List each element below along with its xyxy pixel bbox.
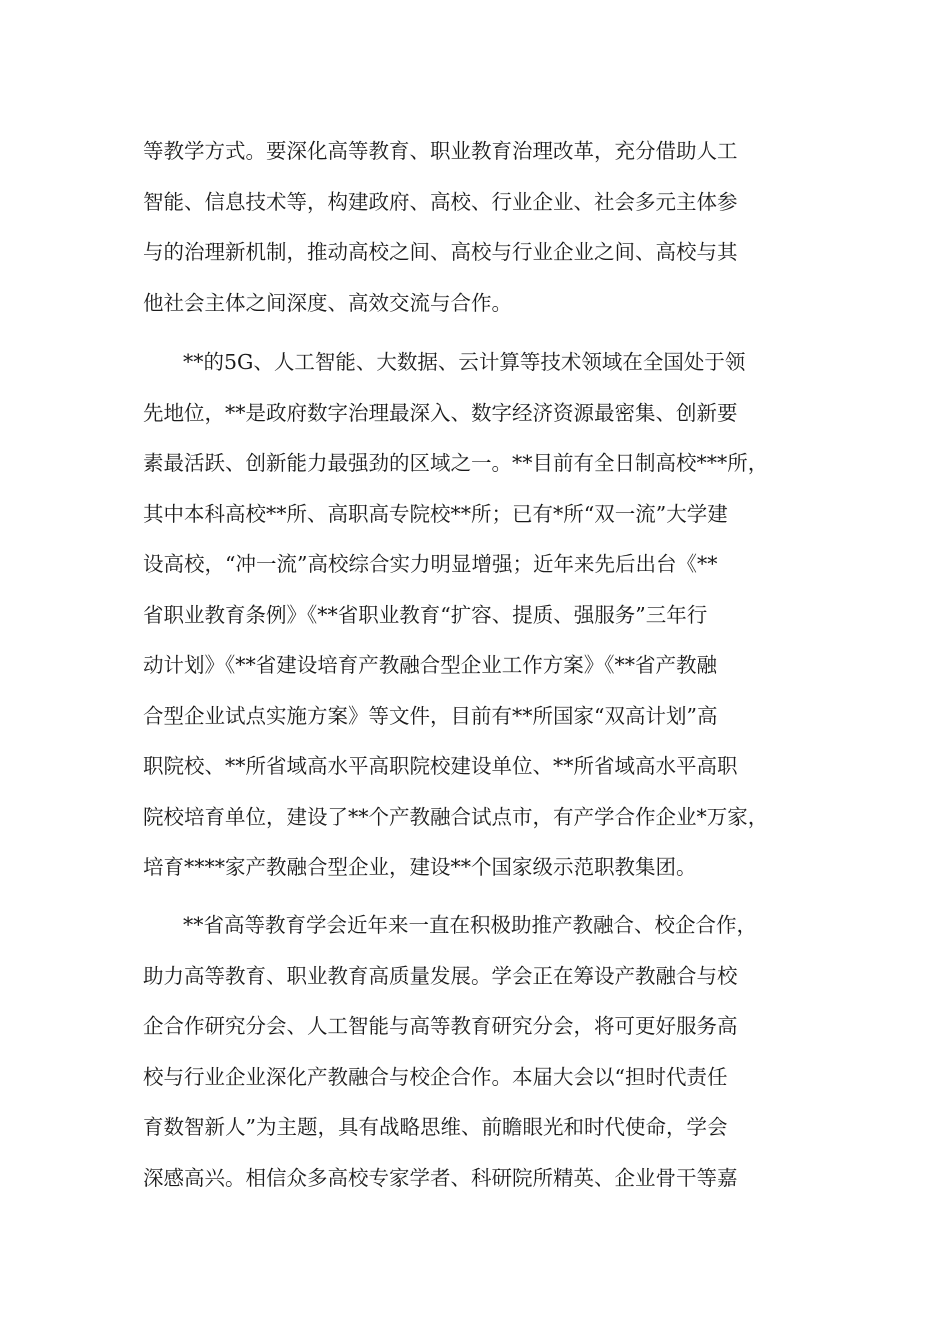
text-line: 动计划》《**省建设培育产教融合型企业工作方案》《**省产教融 xyxy=(143,653,717,677)
text-line: 其中本科高校**所、高职高专院校**所；已有*所“双一流”大学建 xyxy=(143,501,728,526)
text-line: 他社会主体之间深度、高效交流与合作。 xyxy=(143,290,512,315)
text-line: **的5G、人工智能、大数据、云计算等技术领域在全国处于领 xyxy=(183,350,746,374)
text-line: 省职业教育条例》《**省职业教育“扩容、提质、强服务”三年行 xyxy=(143,602,708,627)
text-line: 合型企业试点实施方案》等文件，目前有**所国家“双高计划”高 xyxy=(143,703,718,728)
text-line: 校与行业企业深化产教融合与校企合作。本届大会以“担时代责任 xyxy=(143,1064,728,1089)
text-line: 育数智新人”为主题，具有战略思维、前瞻眼光和时代使命，学会 xyxy=(143,1115,728,1139)
text-line: 企合作研究分会、人工智能与高等教育研究分会，将可更好服务高 xyxy=(143,1014,738,1038)
text-line: **省高等教育学会近年来一直在积极助推产教融合、校企合作， xyxy=(183,913,757,937)
paragraph-3 xyxy=(143,900,823,1203)
text-line: 助力高等教育、职业教育高质量发展。学会正在筹设产教融合与校 xyxy=(143,963,738,988)
text-line: 职院校、**所省域高水平高职院校建设单位、**所省域高水平高职 xyxy=(143,754,738,778)
text-line: 深感高兴。相信众多高校专家学者、科研院所精英、企业骨干等嘉 xyxy=(143,1165,738,1190)
text-line: 院校培育单位，建设了**个产教融合试点市，有产学合作企业*万家， xyxy=(143,804,769,829)
text-line: 素最活跃、创新能力最强劲的区域之一。**目前有全日制高校***所， xyxy=(143,451,769,475)
paragraph-2 xyxy=(143,337,823,893)
text-line: 培育****家产教融合型企业，建设**个国家级示范职教集团。 xyxy=(143,855,697,879)
paragraph-1 xyxy=(143,126,823,328)
text-line: 智能、信息技术等，构建政府、高校、行业企业、社会多元主体参 xyxy=(143,189,738,214)
text-line: 先地位，**是政府数字治理最深入、数字经济资源最密集、创新要 xyxy=(143,400,738,425)
text-line: 等教学方式。要深化高等教育、职业教育治理改革，充分借助人工 xyxy=(143,139,738,163)
text-line: 与的治理新机制，推动高校之间、高校与行业企业之间、高校与其 xyxy=(143,240,738,264)
text-line: 设高校，“冲一流”高校综合实力明显增强；近年来先后出台《** xyxy=(143,552,718,576)
